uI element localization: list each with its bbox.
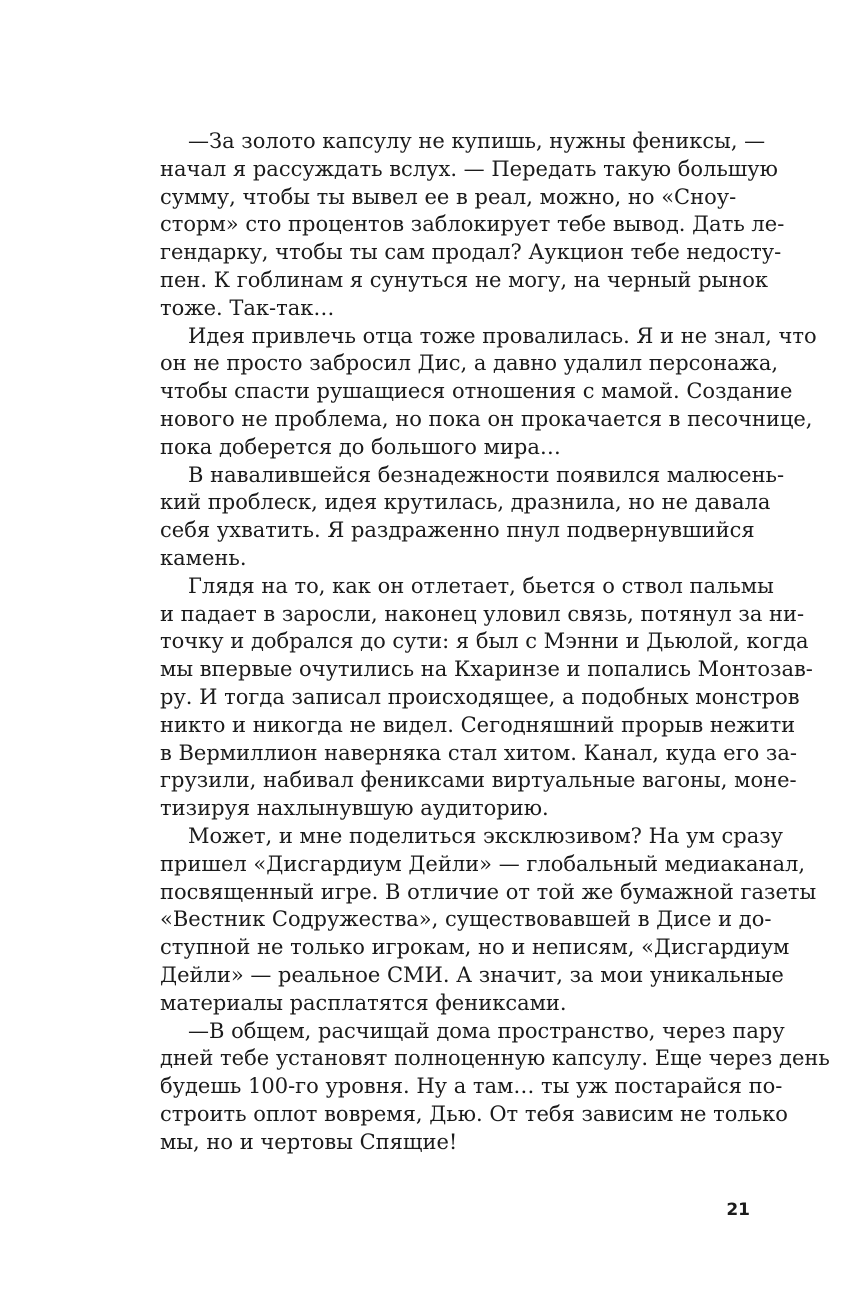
text-line: Дейли» — реальное СМИ. А значит, за мои уникальные: [160, 962, 784, 987]
text-line: себя ухватить. Я раздраженно пнул подвернувшийся: [160, 518, 755, 543]
text-line: пришел «Дисгардиум Дейли» — глобальный медиаканал,: [160, 851, 806, 876]
text-line: строить оплот вовремя, Дью. От тебя зависим не только: [160, 1101, 788, 1126]
text-line: «Вестник Содружества», существовавшей в Дисе и до-: [160, 907, 772, 932]
text-line: пока доберется до большого мира…: [160, 434, 561, 459]
text-line: Может, и мне поделиться эксклюзивом? На ум сразу: [188, 823, 784, 848]
text-line: пен. К гоблинам я сунуться не могу, на черный рынок: [160, 267, 769, 292]
text-line: Глядя на то, как он отлетает, бьется о ствол пальмы: [188, 573, 774, 598]
text-line: чтобы спасти рушащиеся отношения с мамой. Создание: [160, 379, 793, 404]
text-line: грузили, набивал фениксами виртуальные вагоны, моне-: [160, 768, 797, 793]
text-line: точку и добрался до сути: я был с Мэнни и Дьюлой, когда: [160, 629, 809, 654]
text-line: мы впервые очутились на Кхаринзе и попались Монтозав-: [160, 657, 813, 682]
text-line: камень.: [160, 545, 247, 570]
body-text: [160, 128, 830, 1156]
text-line: В навалившейся безнадежности появился малюсень-: [188, 462, 785, 487]
text-line: начал я рассуждать вслух. — Передать такую большую: [160, 156, 778, 181]
text-line: сторм» сто процентов заблокирует тебе вывод. Дать ле-: [160, 212, 785, 237]
text-line: ступной не только игрокам, но и неписям, «Дисгардиум: [160, 935, 790, 960]
text-line: —В общем, расчищай дома пространство, через пару: [188, 1018, 785, 1043]
text-line: посвященный игре. В отличие от той же бумажной газеты: [160, 879, 817, 904]
text-line: Идея привлечь отца тоже провалилась. Я и не знал, что: [188, 323, 817, 348]
text-line: материалы расплатятся фениксами.: [160, 990, 567, 1015]
text-line: сумму, чтобы ты вывел ее в реал, можно, но «Сноу-: [160, 184, 737, 209]
text-line: тоже. Так-так…: [160, 295, 335, 320]
text-line: нового не проблема, но пока он прокачается в песочнице,: [160, 406, 813, 431]
text-line: ру. И тогда записал происходящее, а подобных монстров: [160, 684, 800, 709]
text-line: в Вермиллион наверняка стал хитом. Канал, куда его за-: [160, 740, 798, 765]
text-line: он не просто забросил Дис, а давно удалил персонажа,: [160, 351, 779, 376]
text-line: —За золото капсулу не купишь, нужны фениксы, —: [188, 129, 766, 153]
text-line: мы, но и чертовы Спящие!: [160, 1129, 458, 1154]
text-line: будешь 100-го уровня. Ну а там… ты уж постарайся по-: [160, 1074, 783, 1099]
text-line: и падает в заросли, наконец уловил связь, потянул за ни-: [160, 601, 805, 626]
text-line: никто и никогда не видел. Сегодняшний прорыв нежити: [160, 712, 796, 737]
text-line: кий проблеск, идея крутилась, дразнила, но не давала: [160, 490, 771, 515]
text-line: дней тебе установят полноценную капсулу. Еще через день: [160, 1046, 830, 1071]
text-line: тизируя нахлынувшую аудиторию.: [160, 796, 549, 821]
text-line: гендарку, чтобы ты сам продал? Аукцион тебе недосту-: [160, 240, 782, 265]
page-number: 21: [726, 1200, 750, 1220]
